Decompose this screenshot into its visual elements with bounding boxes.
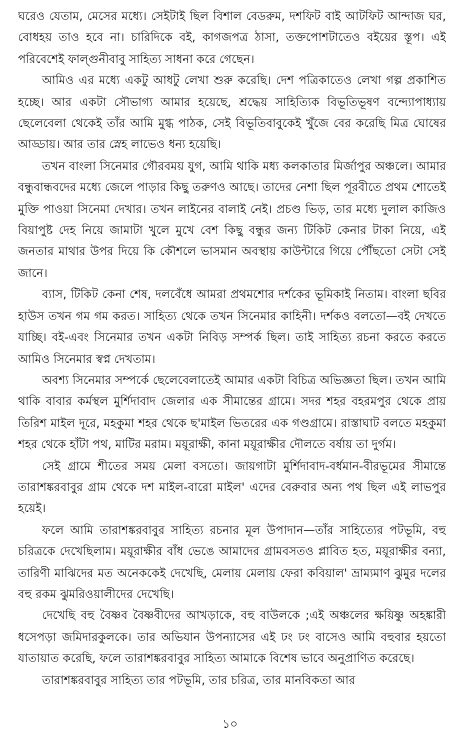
paragraph: তখন বাংলা সিনেমার গৌরবময় যুগ, আমি থাকি মধ্য কলকাতার মির্জাপুর অঞ্চলে। আমার বন্ধুবান্ধবদের মধ্যে জেলে পাড়ার কিছু তরুণও আছে। তাদের নেশা ছিল পূরবীতে প্রথম শোতেই মুক্তি পাওয়া সিনেমা দেখার। তখন লাইনের বালাই নেই। প্রচণ্ড ভিড়, তার মধ্যে দুলাল কাজিও বিয়াপুষ্ট দেহ নিয়ে জামাটা খুলে মুখে বেশ কিছু বন্ধুর জন্য টিকিট কেনার টাকা নিয়ে, এই জনতার মাথার উপর দিয়ে কি কৌশলে ভাসমান অবস্থায় কাউন্টারে গিয়ে পৌঁছতো সেটা সেই জানে। xyxy=(18,158,446,280)
paragraph: ব্যাস, টিকিট কেনা শেষ, দলবেঁধে আমরা প্রথমশোর দর্শকের ভূমিকাই নিতাম। বাংলা ছবির হাউস তখন গম গম করত। সাহিত্য থেকে তখন সিনেমার কাহিনী। দর্শকও বলতো—বই দেখতে যাচ্ছি। বই-এবং সিনেমার তখন একটা নিবিড় সম্পর্ক ছিল। তাই সাহিত্য রচনা করতে করতে আমিও সিনেমার স্বপ্ন দেখতাম। xyxy=(18,287,446,366)
page-body xyxy=(18,6,446,706)
paragraph: অবশ্য সিনেমার সম্পর্কে ছেলেবেলাতেই আমার একটা বিচিত্র অভিজ্ঞতা ছিল। তখন আমি থাকি বাবার কর্মস্থল মুর্শিদাবাদ জেলার এক সীমান্তের গ্রামে। সদর শহর বহরমপুর থেকে প্রায় তিরিশ মাইল দূরে, মহকুমা শহর থেকে ছ'মাইল ভিতরের এক গণ্ডগ্রামে। রাস্তাঘাট বলতে মহকুমা শহর থেকে হাঁটা পথ, মাটির মরাম। ময়ূরাক্ষী, কানা ময়ূরাক্ষীর দৌলতে বর্ষায় তা দুর্গম। xyxy=(18,372,446,452)
paragraph: ফলে আমি তারাশঙ্করবাবুর সাহিত্য রচনার মূল উপাদান—তাঁর সাহিত্যের পটভূমি, বহু চরিত্রকে দেখেছিলাম। ময়ূরাক্ষীর বাঁধ ভেঙে আমাদের গ্রামবসতও প্লাবিত হত, ময়ূরাক্ষীর বন্যা, তারিণী মাঝিদের মত অনেককেই দেখেছি, মেলায় মেলায় ফেরা কবিয়াল' ভ্রাম্যমাণ ঝুমুর দলের বহু রকম ঝুমরিওয়ালীদের দেখেছি। xyxy=(18,522,446,601)
paragraph: সেই গ্রামে শীতের সময় মেলা বসতো। জায়গাটা মুর্শিদাবাদ-বর্ধমান-বীরভূমের সীমান্তে তারাশঙ্করবাবুর গ্রাম থেকে দশ মাইল-বারো মাইল' এদের বেরুবার অন্য পথ ছিল এই লাভপুর হয়েই। xyxy=(18,458,446,516)
page-number: ১০ xyxy=(222,717,238,731)
paragraph: আমিও এর মধ্যে একটু আধটু লেখা শুরু করেছি। দেশ পত্রিকাতেও লেখা গল্প প্রকাশিত হচ্ছে। আর একটা সৌভাগ্য আমার হয়েছে, শ্রদ্ধেয় সাহিত্যিক বিভূতিভূষণ বন্দ্যোপাধ্যায় ছেলেবেলা থেকেই তাঁর আমি মুগ্ধ পাঠক, সেই বিভূতিবাবুকেই খুঁজে বের করেছি মিত্র ঘোষের আড্ডায়। আর তার স্নেহ লাভেও ধন্য হয়েছি। xyxy=(18,73,446,152)
paragraph: তারাশঙ্করবাবুর সাহিত্য তার পটভূমি, তার চরিত্র, তার মানবিকতা আর xyxy=(42,672,356,687)
paragraph: ঘরেও যেতাম, মেসের মধ্যে। সেইটাই ছিল বিশাল বেডরুম, দশফিট বাই আটফিট আন্দাজ ঘর, বোধহয় তাও হবে না। চারিদিকে বই, কাগজপত্র ঠাসা, তক্তপোশটাতেও বইয়ের স্তূপ। এই পরিবেশেই ফাল্গুনীবাবু সাহিত্য সাধনা করে গেছেন। xyxy=(18,9,446,66)
paragraph: দেখেছি বহু বৈষ্ণব বৈষ্ণবীদের আখড়াকে, বহু বাউলকে ;এই অঞ্চলের ক্ষয়িষ্ণু অহঙ্কারী ধসেপড়া জমিদারকুলকে। তার অভিযান উপন্যাসের এই ঢং ঢং বাসেও আমি বহুবার হয়তো যাতায়াত করেছি, ফলে তারাশঙ্করবাবুর সাহিত্য আমাকে বিশেষ ভাবে অনুপ্রাণিত করেছে। xyxy=(18,608,446,666)
